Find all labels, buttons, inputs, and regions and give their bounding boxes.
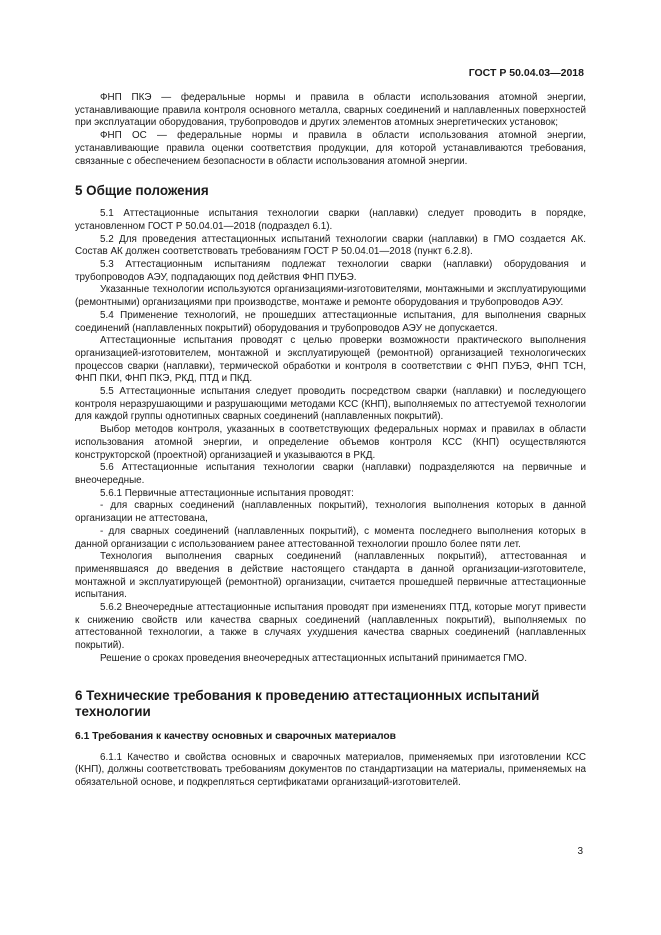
paragraph-5-1: 5.1 Аттестационные испытания технологии сварки (наплавки) следует проводить в порядке, установленном ГОСТ Р 50.04.01—2018 (подраздел 6.1). [75, 208, 586, 232]
subsection-6-1-title: 6.1 Требования к качеству основных и сварочных материалов [75, 730, 396, 742]
paragraph-5-4: 5.4 Применение технологий, не прошедших аттестационные испытания, для выполнения сварных соединений (наплавленных покрытий) оборудования и трубопроводов АЭУ не допускается. [75, 309, 586, 334]
paragraph-5-6-2-note: Решение о сроках проведения внеочередных аттестационных испытаний принимается ГМО. [100, 652, 527, 664]
paragraph-6-1-1: 6.1.1 Качество и свойства основных и сварочных материалов, применяемых при изготовлении КСС (КНП), должны соответствовать требованиям документов по стандартизации на материалы, применяемых на обязательной основе, и подкрепляться сертификатами организаций-изготовителей. [75, 751, 586, 788]
list-item: - для сварных соединений (наплавленных покрытий), с момента последнего выполнения которых в данной организации с использованием ранее аттестованной технологии прошло более пяти лет. [75, 525, 586, 550]
paragraph-5-6-1-note: Технология выполнения сварных соединений (наплавленных покрытий), аттестованная и применявшаяся до введения в действие настоящего стандарта в данной организации-изготовителе, монтажной и эксплуатирующей (ремонтной) организации, считается прошедшей первичные аттестационные испытания. [75, 551, 586, 601]
document-body [75, 92, 586, 790]
section-6-title: 6 Технические требования к проведению аттестационных испытаний технологии [75, 687, 540, 719]
paragraph-5-4-note: Аттестационные испытания проводят с целью проверки возможности практического выполнения организацией-изготовителем, монтажной и эксплуатирующей (ремонтной) организацией технологических процессов сварки (наплавки), термической обработки и контроля в соответствии с ФНП ПУБЭ, ФНП ТСН, ФНП ПКИ, ФНП ПКЭ, РКД, ПТД и ПКД. [75, 335, 586, 385]
paragraph-5-6-1: 5.6.1 Первичные аттестационные испытания проводят: [100, 487, 354, 499]
paragraph-5-2: 5.2 Для проведения аттестационных испытаний технологии сварки (наплавки) в ГМО создается АК. Состав АК должен соответствовать требованиям ГОСТ Р 50.04.01—2018 (пункт 6.2.8). [75, 233, 586, 258]
paragraph-5-3: 5.3 Аттестационным испытаниям подлежат технологии сварки (наплавки) оборудования и трубопроводов АЭУ, подпадающих под действия ФНП ПУБЭ. [75, 259, 586, 283]
definition-fnp-os: ФНП ОС — федеральные нормы и правила в области использования атомной энергии, устанавливающие правила оценки соответствия продукции, для которой устанавливаются требования, связанные с обеспечением безопасности в области использования атомной энергии. [75, 130, 586, 167]
paragraph-5-5-note: Выбор методов контроля, указанных в соответствующих федеральных нормах и правилах в области использования атомной энергии, и определение объемов контроля КСС (КНП) осуществляются конструкторской (проектной) организацией и указываются в РКД. [75, 424, 586, 461]
document-id-header: ГОСТ Р 50.04.03—2018 [468, 67, 584, 79]
list-item: - для сварных соединений (наплавленных покрытий), технология выполнения которых в данной организации не аттестована, [75, 500, 586, 525]
page-number: 3 [577, 846, 583, 857]
paragraph-5-5: 5.5 Аттестационные испытания следует проводить посредством сварки (наплавки) и последующего контроля неразрушающими и разрушающими методами КСС (КНП), выполняемых по аттестуемой технологии для каждой группы однотипных сварных соединений (наплавленных покрытий). [75, 386, 586, 423]
paragraph-5-6: 5.6 Аттестационные испытания технологии сварки (наплавки) подразделяются на первичные и внеочередные. [75, 462, 586, 486]
section-5-title: 5 Общие положения [75, 183, 209, 199]
paragraph-5-6-2: 5.6.2 Внеочередные аттестационные испытания проводят при изменениях ПТД, которые могут привести к снижению свойств или качества сварных соединений (наплавленных покрытий), выполняемых по аттестованной технологии, а также в случаях ухудшения качества сварных соединений (наплавленных покрытий). [75, 602, 586, 652]
definition-fnp-pke: ФНП ПКЭ — федеральные нормы и правила в области использования атомной энергии, устанавливающие правила контроля основного металла, сварных соединений и наплавленных поверхностей при эксплуатации оборудования, трубопроводов и других элементов атомных энергетических установок; [75, 92, 586, 129]
paragraph-5-3-note: Указанные технологии используются организациями-изготовителями, монтажными и эксплуатирующими (ремонтными) организациями при производстве, монтаже и ремонте оборудования и трубопроводов АЭУ. [75, 284, 586, 309]
